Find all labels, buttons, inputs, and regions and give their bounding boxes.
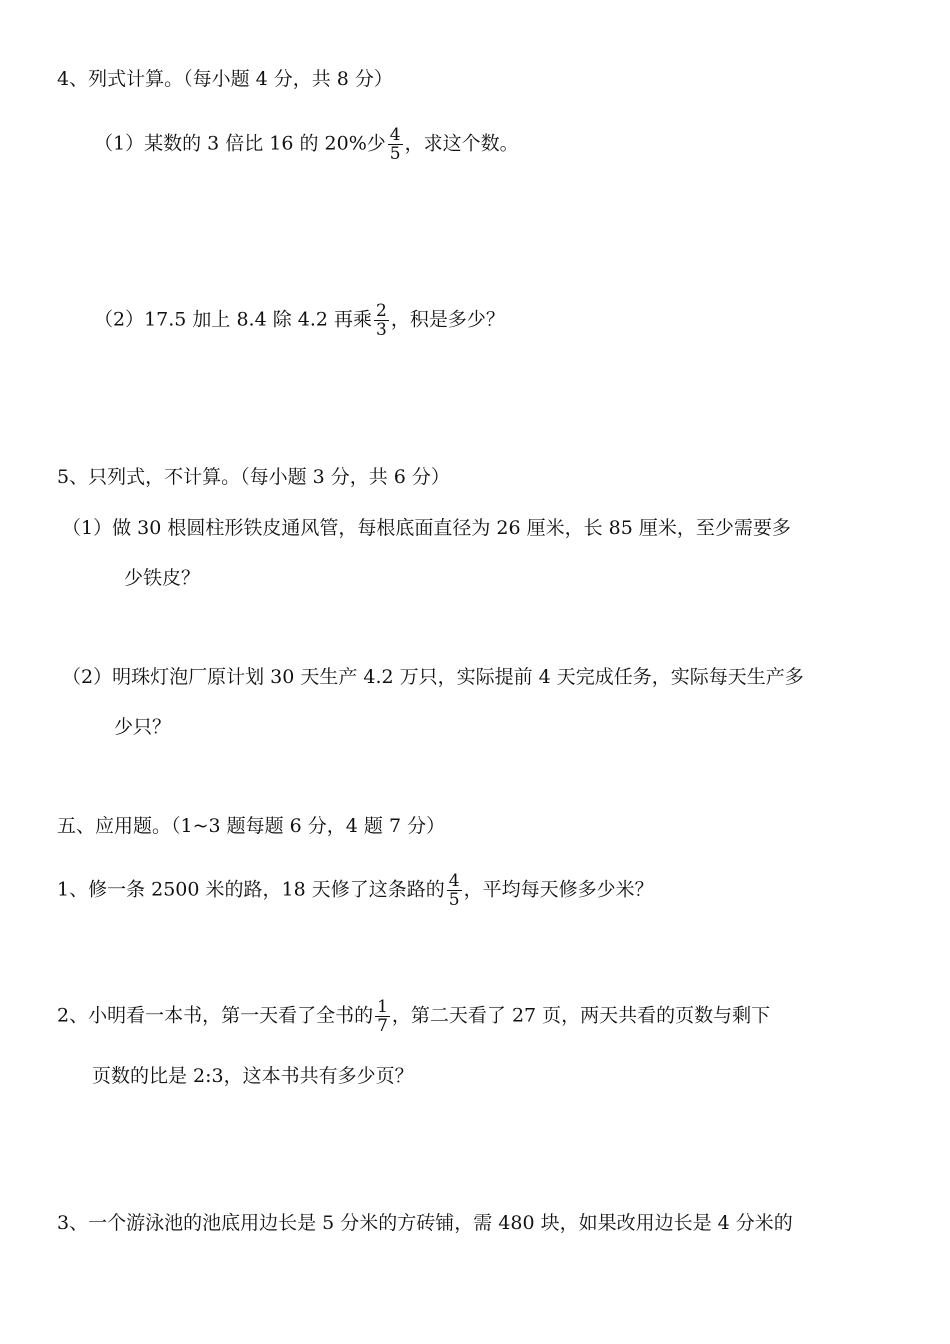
fraction-numerator: 1	[377, 997, 388, 1017]
applied-question-2-text: 2、小明看一本书，第一天看了全书的	[57, 1004, 374, 1027]
fraction-numerator: 4	[389, 125, 401, 145]
question-5-2-line1: （2）明珠灯泡厂原计划 30 天生产 4.2 万只，实际提前 4 天完成任务，实际每天生产多	[62, 666, 804, 688]
fraction	[374, 302, 389, 339]
question-4-1-text: （1）某数的 3 倍比 16 的 20%少	[94, 132, 386, 155]
fraction-denominator: 7	[377, 1016, 388, 1036]
fraction-denominator: 3	[376, 320, 387, 340]
fraction-denominator: 5	[389, 144, 401, 164]
fraction-numerator: 4	[448, 871, 460, 891]
question-4-1-text-end: ，求这个数。	[404, 132, 519, 155]
applied-question-1-text-end: ，平均每天修多少米？	[463, 878, 654, 901]
fraction	[388, 126, 403, 163]
question-4-1	[94, 126, 519, 163]
applied-question-2-line1	[57, 998, 770, 1035]
fraction	[375, 998, 390, 1035]
applied-question-1	[57, 872, 654, 909]
question-5-2-line2: 少只？	[114, 716, 172, 738]
fraction-numerator: 2	[376, 301, 387, 321]
section-5-heading: 5、只列式，不计算。（每小题 3 分，共 6 分）	[57, 466, 450, 488]
fraction-denominator: 5	[448, 890, 460, 910]
question-4-2	[94, 302, 505, 339]
question-5-1-line1: （1）做 30 根圆柱形铁皮通风管，每根底面直径为 26 厘米，长 85 厘米，至少需要多	[62, 517, 791, 539]
section-4-heading: 4、列式计算。（每小题 4 分，共 8 分）	[57, 68, 393, 90]
question-5-1-line2: 少铁皮？	[124, 567, 201, 589]
applied-question-2-line2: 页数的比是 2:3，这本书共有多少页？	[92, 1065, 414, 1087]
part-5-heading: 五、应用题。（1~3 题每题 6 分，4 题 7 分）	[57, 815, 446, 837]
question-4-2-text-end: ，积是多少？	[390, 308, 505, 331]
applied-question-3-line1: 3、一个游泳池的池底用边长是 5 分米的方砖铺，需 480 块，如果改用边长是 4 分米的	[57, 1212, 793, 1234]
question-4-2-text: （2）17.5 加上 8.4 除 4.2 再乘	[94, 308, 373, 331]
applied-question-1-text: 1、修一条 2500 米的路，18 天修了这条路的	[57, 878, 445, 901]
applied-question-2-text-end: ，第二天看了 27 页，两天共看的页数与剩下	[391, 1004, 771, 1027]
fraction	[447, 872, 462, 909]
